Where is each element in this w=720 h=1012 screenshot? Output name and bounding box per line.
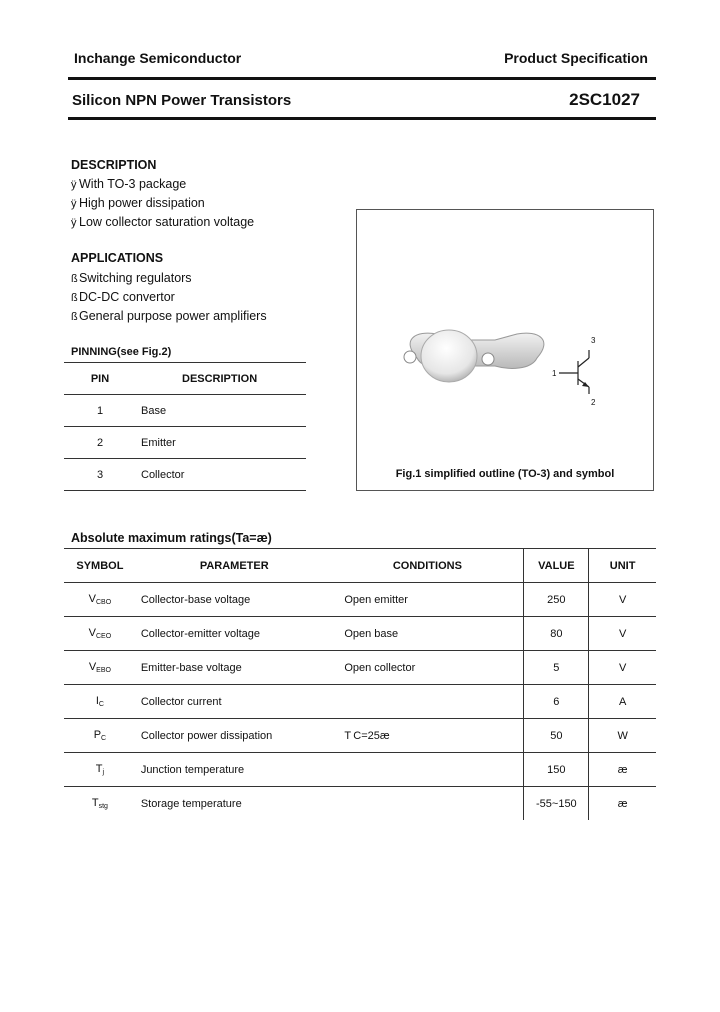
application-text: DC-DC convertor bbox=[79, 290, 175, 304]
value-cell: -55~150 bbox=[524, 787, 589, 821]
symbol-cell bbox=[64, 787, 136, 821]
product-line-title: Silicon NPN Power Transistors bbox=[72, 92, 292, 109]
conditions-cell: Open emitter bbox=[331, 583, 524, 617]
conditions-cell: T C=25æ bbox=[331, 719, 524, 753]
value-cell: 80 bbox=[524, 617, 589, 651]
applications-heading: APPLICATIONS bbox=[71, 251, 164, 265]
column-header-pin: PIN bbox=[64, 363, 136, 395]
application-item bbox=[71, 307, 267, 326]
document-type: Product Specification bbox=[504, 50, 648, 66]
symbol-cell bbox=[64, 753, 136, 787]
table-row bbox=[64, 753, 656, 787]
pin-description: Base bbox=[136, 395, 306, 427]
parameter-cell: Collector-emitter voltage bbox=[136, 617, 332, 651]
symbol-subscript: CEO bbox=[95, 633, 112, 640]
figure-box bbox=[356, 209, 654, 491]
value-cell: 50 bbox=[524, 719, 589, 753]
symbol-cell bbox=[64, 719, 136, 753]
header-rule bbox=[68, 77, 656, 80]
value-cell: 5 bbox=[524, 651, 589, 685]
parameter-cell: Storage temperature bbox=[140, 797, 242, 810]
figure-caption: Fig.1 simplified outline (TO-3) and symbol bbox=[395, 468, 615, 480]
bullet-icon: ß bbox=[71, 273, 78, 285]
description-item bbox=[71, 175, 254, 194]
value-cell: 250 bbox=[524, 583, 589, 617]
unit-cell: æ bbox=[589, 753, 656, 787]
unit-cell: W bbox=[589, 719, 656, 753]
value-cell: 6 bbox=[524, 685, 589, 719]
application-item bbox=[71, 288, 267, 307]
symbol-subscript: j bbox=[102, 769, 105, 776]
symbol-subscript: stg bbox=[98, 803, 108, 810]
applications-list bbox=[71, 269, 267, 326]
symbol-subscript: CBO bbox=[95, 599, 112, 606]
symbol-cell bbox=[64, 617, 136, 651]
table-row bbox=[64, 685, 656, 719]
unit-cell: V bbox=[589, 617, 656, 651]
bullet-icon: ß bbox=[71, 311, 78, 323]
column-header-unit: UNIT bbox=[589, 549, 656, 583]
table-row bbox=[64, 651, 656, 685]
symbol-letter: V bbox=[88, 593, 96, 605]
conditions-cell bbox=[331, 753, 524, 787]
table-row bbox=[64, 427, 306, 459]
conditions-cell bbox=[331, 685, 524, 719]
company-name: Inchange Semiconductor bbox=[74, 50, 242, 66]
unit-cell: V bbox=[589, 583, 656, 617]
bullet-icon: ß bbox=[71, 292, 78, 304]
column-header-description: DESCRIPTION bbox=[136, 363, 306, 395]
description-text: With TO-3 package bbox=[79, 177, 187, 191]
table-header-row bbox=[64, 549, 656, 583]
pin-number: 1 bbox=[64, 395, 136, 427]
parameter-cell: Collector power dissipation bbox=[136, 719, 332, 753]
column-header-value: VALUE bbox=[524, 549, 589, 583]
symbol-letter: I bbox=[95, 695, 99, 707]
table-row bbox=[64, 459, 306, 491]
pin-label-collector: 3 bbox=[591, 336, 596, 345]
column-header-conditions: CONDITIONS bbox=[331, 549, 524, 583]
symbol-letter: T bbox=[91, 797, 99, 809]
column-header-parameter: PARAMETER bbox=[136, 549, 332, 583]
ratings-table bbox=[64, 548, 656, 820]
symbol-subscript: C bbox=[98, 701, 104, 708]
description-item bbox=[71, 213, 254, 232]
symbol-subscript: EBO bbox=[96, 667, 111, 674]
pinning-heading: PINNING(see Fig.2) bbox=[71, 346, 172, 358]
unit-cell: æ bbox=[617, 797, 628, 810]
table-header-row bbox=[64, 363, 306, 395]
value-cell: 150 bbox=[524, 753, 589, 787]
parameter-cell: Emitter-base voltage bbox=[136, 651, 332, 685]
description-item bbox=[71, 194, 254, 213]
application-item bbox=[71, 269, 267, 288]
pin-label-base: 1 bbox=[552, 369, 557, 378]
bullet-icon: ÿ bbox=[71, 198, 77, 210]
parameter-cell: Collector-base voltage bbox=[136, 583, 332, 617]
bullet-icon: ÿ bbox=[71, 217, 77, 229]
description-heading: DESCRIPTION bbox=[71, 158, 157, 172]
description-list bbox=[71, 175, 254, 232]
conditions-cell: Open base bbox=[331, 617, 524, 651]
unit-cell: A bbox=[589, 685, 656, 719]
conditions-cell: Open collector bbox=[331, 651, 524, 685]
symbol-letter: V bbox=[88, 661, 97, 673]
table-row bbox=[64, 395, 306, 427]
bullet-icon: ÿ bbox=[71, 179, 77, 191]
symbol-cell bbox=[64, 685, 136, 719]
application-text: General purpose power amplifiers bbox=[79, 309, 267, 323]
symbol-cell bbox=[64, 651, 136, 685]
symbol-subscript: C bbox=[101, 735, 107, 742]
column-header-symbol: SYMBOL bbox=[64, 549, 136, 583]
parameter-cell: Collector current bbox=[136, 685, 332, 719]
pin-label-emitter: 2 bbox=[591, 398, 596, 407]
part-number: 2SC1027 bbox=[569, 90, 640, 109]
symbol-letter: P bbox=[93, 729, 102, 741]
ratings-heading: Absolute maximum ratings(Ta=æ) bbox=[71, 531, 272, 545]
symbol-letter: T bbox=[95, 763, 103, 775]
symbol-cell bbox=[64, 583, 136, 617]
pinning-table bbox=[64, 362, 306, 491]
title-rule bbox=[68, 117, 656, 120]
pin-number: 3 bbox=[64, 459, 136, 491]
npn-symbol-icon bbox=[559, 350, 589, 394]
description-text: Low collector saturation voltage bbox=[79, 215, 255, 229]
conditions-cell bbox=[331, 787, 524, 821]
parameter-cell: Junction temperature bbox=[136, 753, 332, 787]
pin-number: 2 bbox=[64, 427, 136, 459]
unit-cell: V bbox=[589, 651, 656, 685]
to3-package-illustration bbox=[357, 210, 653, 450]
table-row bbox=[64, 617, 656, 651]
description-text: High power dissipation bbox=[79, 196, 205, 210]
application-text: Switching regulators bbox=[79, 271, 192, 285]
table-row bbox=[64, 719, 656, 753]
table-row bbox=[64, 583, 656, 617]
pin-description: Collector bbox=[136, 459, 306, 491]
table-row bbox=[64, 787, 656, 821]
pin-description: Emitter bbox=[136, 427, 306, 459]
symbol-letter: V bbox=[88, 627, 96, 639]
